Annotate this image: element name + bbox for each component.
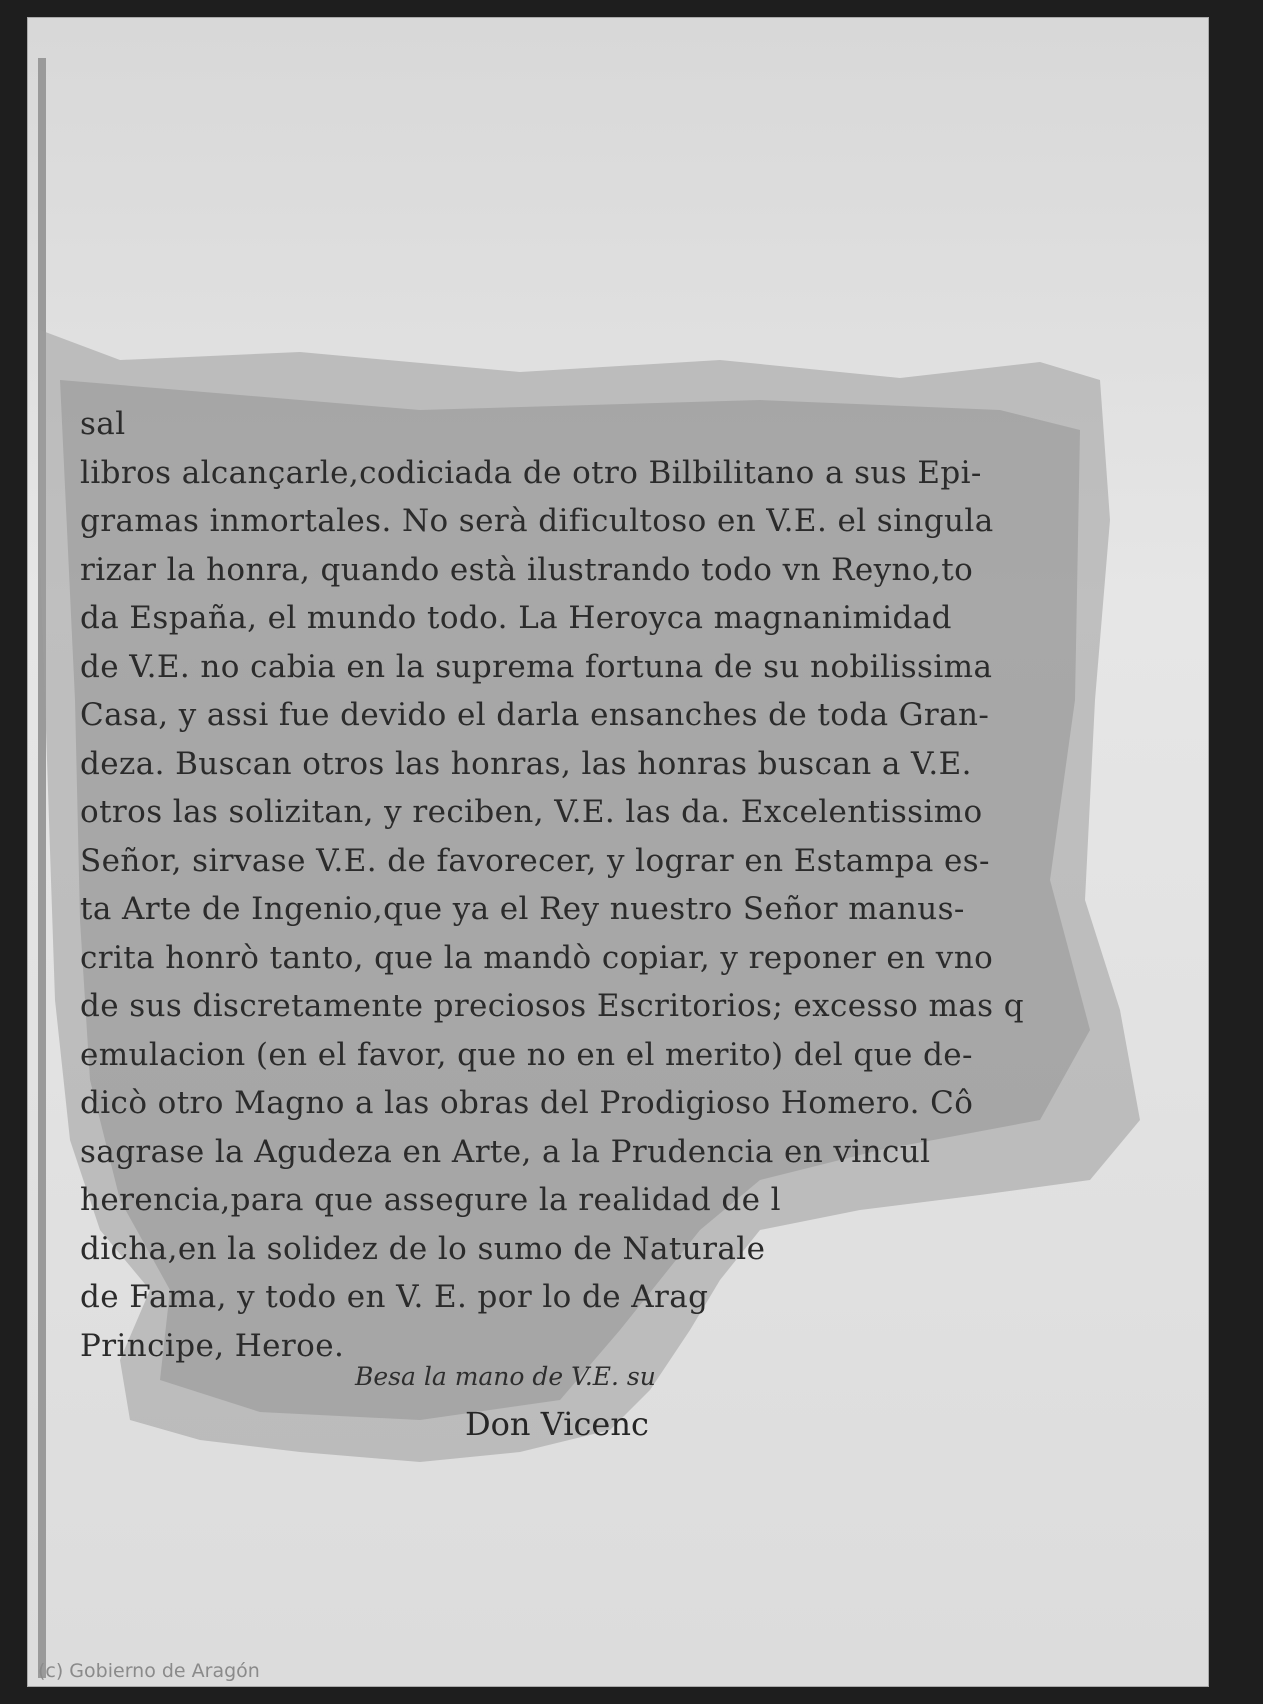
body-line: de V.E. no cabia en la suprema fortuna de su nobilissima — [80, 648, 993, 685]
signature: Don Vicenc — [465, 1405, 649, 1443]
body-line: sal — [80, 406, 126, 442]
body-line: Casa, y assi fue devido el darla ensanches de toda Gran- — [80, 697, 990, 733]
body-line: Principe, Heroe. — [80, 1327, 345, 1364]
body-line: da España, el mundo todo. La Heroyca magnanimidad — [80, 600, 952, 636]
body-line: dicha,en la solidez de lo sumo de Naturale — [80, 1230, 766, 1267]
body-line: ta Arte de Ingenio,que ya el Rey nuestro Señor manus- — [80, 891, 965, 927]
body-line: de sus discretamente preciosos Escritorios; excesso mas q — [80, 988, 1024, 1024]
body-line: herencia,para que assegure la realidad de l — [80, 1182, 781, 1218]
copyright-watermark: (c) Gobierno de Aragón — [38, 1660, 260, 1682]
body-line: libros alcançarle,codiciada de otro Bilbilitano a sus Epi- — [80, 454, 982, 491]
closing-salutation: Besa la mano de V.E. su — [355, 1362, 656, 1391]
body-line: de Fama, y todo en V. E. por lo de Arag — [80, 1279, 709, 1315]
document-body — [80, 400, 1024, 1370]
body-line: dicò otro Magno a las obras del Prodigioso Homero. Cô — [80, 1085, 974, 1121]
body-line: sagrase la Agudeza en Arte, a la Prudencia en vincul — [80, 1133, 931, 1170]
body-line: gramas inmortales. No serà dificultoso en V.E. el singula — [80, 503, 994, 539]
body-line: Señor, sirvase V.E. de favorecer, y lograr en Estampa es- — [80, 842, 990, 879]
body-line: deza. Buscan otros las honras, las honras buscan a V.E. — [80, 745, 972, 782]
body-line: crita honrò tanto, que la mandò copiar, y reponer en vno — [80, 939, 994, 976]
body-line: otros las solizitan, y reciben, V.E. las da. Excelentissimo — [80, 794, 983, 830]
body-line: emulacion (en el favor, que no en el merito) del que de- — [80, 1036, 973, 1073]
body-line: rizar la honra, quando està ilustrando todo vn Reyno,to — [80, 551, 974, 588]
